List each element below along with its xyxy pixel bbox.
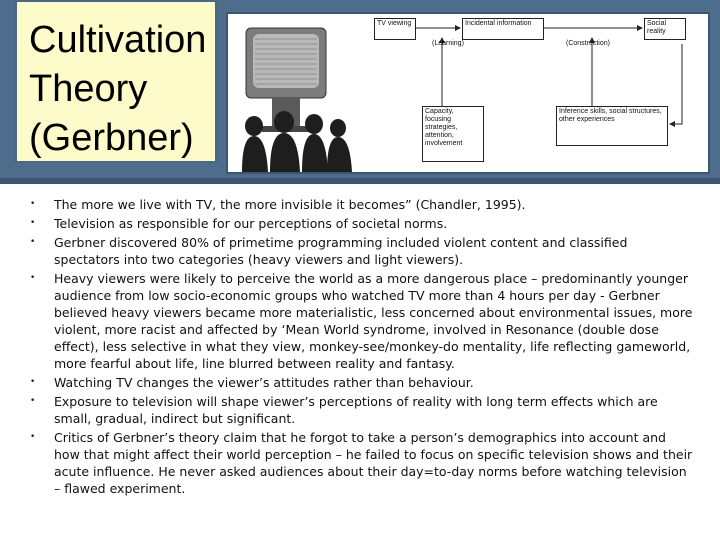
bullet-item — [24, 374, 694, 391]
bullet-item — [24, 215, 694, 232]
bullet-item — [24, 270, 694, 372]
bullet-dot-icon: • — [30, 237, 36, 247]
inference-box: Inference skills, social structures, other experiences — [556, 106, 668, 146]
child-head — [305, 114, 323, 134]
child-head — [245, 116, 263, 136]
illustration-panel — [226, 12, 710, 174]
capacity-box: Capacity, focusing strategies, attention, involvement — [422, 106, 484, 162]
bullet-dot-icon: • — [30, 199, 36, 209]
child-body — [302, 134, 328, 172]
social-reality-box: Social reality — [644, 18, 686, 40]
learning-label: (Learning) — [432, 40, 464, 47]
tv-screen — [253, 34, 319, 88]
bullet-text: Heavy viewers were likely to perceive the world as a more dangerous place – predominantly younger audience from low socio-economic groups who watched TV more than 4 hours per day - Gerbner believed heavy viewers became more materialistic, less concerned about environmental issues, more violent, more racist and affected by ‘Mean World syndrome, involved in Resonance (double dose effect), less selective in what they view, monkey-see/monkey-do mentality, life reflecting gameworld, more fearful about life, line blurred between reality and fantasy. — [54, 271, 693, 371]
tv-viewing-box: TV viewing — [374, 18, 416, 40]
bullet-item — [24, 429, 694, 497]
bullet-dot-icon: • — [30, 396, 36, 406]
children-watching-tv-illustration — [232, 14, 354, 172]
header-divider — [0, 178, 720, 184]
child-body — [327, 137, 352, 172]
bullet-text: The more we live with TV, the more invisible it becomes” (Chandler, 1995). — [54, 197, 526, 212]
child-body — [242, 136, 268, 172]
bullet-text: Critics of Gerbner’s theory claim that he forgot to take a person’s demographics into account and how that might affect their world perception – he failed to focus on specific television shows and their acute influence. He never asked audiences about their day=to-day norms before watching television – flawed experiment. — [54, 430, 693, 496]
bullet-list — [24, 196, 694, 497]
slide-title: Cultivation Theory (Gerbner) — [29, 19, 207, 159]
bullet-text: Television as responsible for our perceptions of societal norms. — [54, 216, 448, 231]
arrow-reality-to-inference — [670, 44, 682, 124]
incidental-information-box: Incidental information — [462, 18, 544, 40]
bullet-item — [24, 234, 694, 268]
child-head — [330, 119, 346, 137]
bullet-content — [24, 196, 694, 499]
bullet-dot-icon: • — [30, 432, 36, 442]
bullet-item — [24, 196, 694, 213]
construction-label: (Construction) — [566, 40, 610, 47]
bullet-text: Watching TV changes the viewer’s attitudes rather than behaviour. — [54, 375, 474, 390]
cultivation-diagram — [370, 14, 708, 172]
bullet-text: Exposure to television will shape viewer’s perceptions of reality with long term effects which are small, gradual, indirect but significant. — [54, 394, 658, 426]
title-box — [15, 0, 217, 163]
bullet-dot-icon: • — [30, 218, 36, 228]
child-head — [274, 111, 294, 133]
bullet-item — [24, 393, 694, 427]
bullet-dot-icon: • — [30, 273, 36, 283]
child-body — [270, 133, 300, 172]
bullet-text: Gerbner discovered 80% of primetime programming included violent content and classified spectators into two categories (heavy viewers and light viewers). — [54, 235, 628, 267]
bullet-dot-icon: • — [30, 377, 36, 387]
